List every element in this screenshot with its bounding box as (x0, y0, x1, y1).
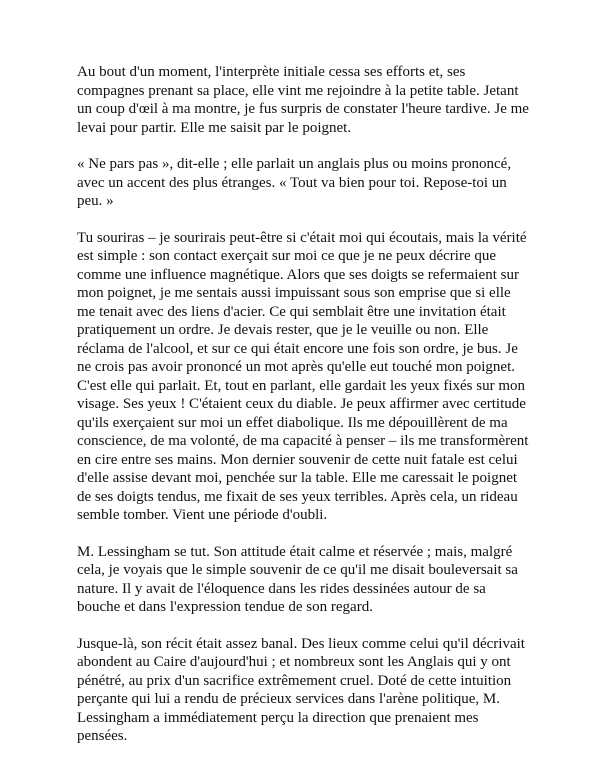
paragraph-1: Au bout d'un moment, l'interprète initiale cessa ses efforts et, ses compagnes prenant sa place, elle vint me rejoindre à la petite table. Jetant un coup d'œil à ma montre, je fus surpris de constater l'heure tardive. Je me levai pour partir. Elle me saisit par le poignet. (77, 64, 529, 136)
document-page (77, 63, 529, 764)
paragraph-5: Jusque-là, son récit était assez banal. Des lieux comme celui qu'il décrivait abondent au Caire d'aujourd'hui ; et nombreux sont les Anglais qui y ont pénétré, au prix d'un sacrifice extrêmement cruel. Doté de cette intuition perçante qui lui a rendu de précieux services dans l'arène politique, M. Lessingham a immédiatement perçu la direction que prenaient mes pensées. (77, 635, 525, 744)
paragraph-4: M. Lessingham se tut. Son attitude était calme et réservée ; mais, malgré cela, je voyais que le simple souvenir de ce qu'il me disait bouleversait sa nature. Il y avait de l'éloquence dans les rides dessinées autour de sa bouche et dans l'expression tendue de son regard. (77, 543, 518, 615)
paragraph-2: « Ne pars pas », dit-elle ; elle parlait un anglais plus ou moins prononcé, avec un accent des plus étranges. « Tout va bien pour toi. Repose-toi un peu. » (77, 156, 512, 209)
paragraph-3: Tu souriras – je sourirais peut-être si c'était moi qui écoutais, mais la vérité est simple : son contact exerçait sur moi ce que je ne peux décrire que comme une influence magnétique. Alors que ses doigts se refermaient sur mon poignet, je me sentais aussi impuissant sous son emprise que si elle me tenait avec des liens d'acier. Ce qui semblait être une invitation était pratiquement un ordre. Je devais rester, que je le veuille ou non. Elle réclama de l'alcool, et sur ce qui était encore une fois son ordre, je bus. Je ne crois pas avoir prononcé un mot après qu'elle eut touché mon poignet. C'est elle qui parlait. Et, tout en parlant, elle gardait les yeux fixés sur mon visage. Ses yeux ! C'étaient ceux du diable. Je peux affirmer avec certitude qu'ils exerçaient sur moi un effet diabolique. Ils me dépouillèrent de ma conscience, de ma volonté, de ma capacité à penser – ils me transformèrent en cire entre ses mains. Mon dernier souvenir de cette nuit fatale est celui d'elle assise devant moi, penchée sur la table. Elle me caressait le poignet de ses doigts tendus, me fixait de ses yeux terribles. Après cela, un rideau semble tomber. Vient une période d'oubli. (77, 229, 529, 523)
